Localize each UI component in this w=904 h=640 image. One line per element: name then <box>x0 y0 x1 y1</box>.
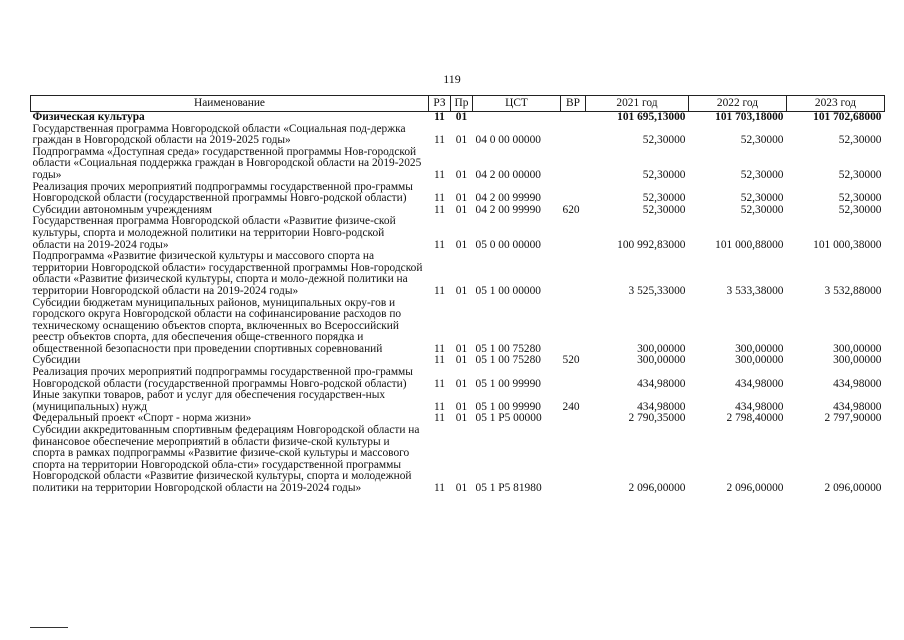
row-name: Иные закупки товаров, работ и услуг для обеспечения государствен-ных (муниципальных) нужд <box>32 389 386 413</box>
row-cst: 04 2 00 99990 <box>475 203 541 216</box>
row-vr <box>561 112 586 124</box>
row-vr: 620 <box>562 203 580 216</box>
row-vr <box>561 413 586 425</box>
row-rz: 11 <box>434 134 445 147</box>
row-cst: 05 1 00 99990 <box>475 400 541 413</box>
row-vr <box>561 182 586 205</box>
row-cst: 05 1 00 00000 <box>475 284 541 297</box>
row-2022: 101 703,18000 <box>715 111 784 123</box>
row-2023: 300,00000 <box>833 354 882 367</box>
row-cst: 04 2 00 00000 <box>475 168 541 181</box>
row-name: Субсидии бюджетам муниципальных районов, муниципальных окру-гов и городского округа Новгородской области на софинансирование расходов по техническому оснащению объектов спорта, включенных во Всероссийский реестр объектов спорта, для обеспечения обще-ственного порядка и общественной безопасности при проведении спортивных соревнований <box>32 296 402 355</box>
row-name: Реализация прочих мероприятий подпрограммы государственной про-граммы Новгородской области (государственной программы Новго-родской области) <box>32 366 413 390</box>
row-rz: 11 <box>434 203 445 216</box>
row-cst <box>473 112 561 124</box>
row-2021: 101 695,13000 <box>617 111 686 123</box>
row-2023: 3 532,88000 <box>824 284 882 297</box>
row-2021: 100 992,83000 <box>617 238 686 251</box>
row-2023: 52,30000 <box>838 134 882 147</box>
row-2023: 101 000,38000 <box>813 238 882 251</box>
row-2023: 434,98000 <box>833 377 882 390</box>
row-name: Субсидии <box>32 354 81 367</box>
row-2022: 52,30000 <box>740 203 784 216</box>
row-2021: 52,30000 <box>642 134 686 147</box>
row-cst: 05 0 00 00000 <box>475 238 541 251</box>
budget-table <box>30 95 885 495</box>
header-name: Наименование <box>31 96 429 112</box>
row-2021: 52,30000 <box>642 203 686 216</box>
table-row <box>31 298 885 356</box>
row-2021: 2 096,00000 <box>628 482 686 494</box>
table-row <box>31 216 885 251</box>
row-rz: 11 <box>434 400 445 413</box>
row-2022: 52,30000 <box>740 134 784 147</box>
row-pr: 01 <box>455 412 468 425</box>
header-cst: ЦСТ <box>473 96 561 112</box>
row-name: Федеральный проект «Спорт - норма жизни» <box>32 412 252 425</box>
row-vr <box>561 251 586 297</box>
row-name: Физическая культура <box>32 111 145 123</box>
row-rz: 11 <box>434 482 445 494</box>
row-2021: 300,00000 <box>637 342 686 355</box>
row-cst: 05 1 00 75280 <box>475 354 541 367</box>
row-pr: 01 <box>455 238 468 251</box>
row-2023: 52,30000 <box>838 192 882 205</box>
row-pr: 01 <box>455 354 468 367</box>
row-pr: 01 <box>455 482 468 494</box>
row-2023: 2 797,90000 <box>824 412 882 425</box>
row-2022: 101 000,88000 <box>715 238 784 251</box>
table-row <box>31 112 885 124</box>
row-2022: 300,00000 <box>735 342 784 355</box>
row-2022: 434,98000 <box>735 377 784 390</box>
row-cst: 04 2 00 99990 <box>475 192 541 205</box>
row-2021: 434,98000 <box>637 377 686 390</box>
table-body <box>31 112 885 495</box>
row-name: Субсидии аккредитованным спортивным федерациям Новгородской области на финансовое обеспечение мероприятий в области физиче-ской культуры и спорта в рамках подпрограммы «Развитие физиче-ской культуры и массового спорта на территории Новгородской обла-сти» государственной программы Новгородской области «Развитие физической культуры, спорта и молодежной политики на территории Новгородской области на 2019-2024 годы» <box>32 424 420 494</box>
row-2022: 434,98000 <box>735 400 784 413</box>
row-pr: 01 <box>455 168 468 181</box>
row-vr: 520 <box>562 354 580 367</box>
row-rz: 11 <box>434 377 445 390</box>
header-rz: РЗ <box>429 96 451 112</box>
row-2023: 101 702,68000 <box>813 111 882 123</box>
row-name: Реализация прочих мероприятий подпрограммы государственной про-граммы Новгородской области (государственной программы Новго-родской области) <box>32 180 413 205</box>
table-row <box>31 182 885 205</box>
row-2022: 2 096,00000 <box>726 482 784 494</box>
row-rz: 11 <box>434 238 445 251</box>
row-name: Государственная программа Новгородской области «Социальная под-держка граждан в Новгородской области на 2019-2025 годы» <box>32 122 406 147</box>
row-rz: 11 <box>434 168 445 181</box>
row-2021: 2 790,35000 <box>628 412 686 425</box>
row-2021: 52,30000 <box>642 192 686 205</box>
row-vr: 240 <box>562 400 580 413</box>
row-rz: 11 <box>434 192 445 205</box>
row-cst: 05 1 00 75280 <box>475 342 541 355</box>
row-pr: 01 <box>455 134 468 147</box>
row-2023: 300,00000 <box>833 342 882 355</box>
row-2022: 52,30000 <box>740 192 784 205</box>
row-2023: 52,30000 <box>838 203 882 216</box>
row-pr: 01 <box>455 203 468 216</box>
row-vr <box>561 425 586 495</box>
table-row <box>31 425 885 495</box>
row-2023: 52,30000 <box>838 168 882 181</box>
header-2022: 2022 год <box>689 96 787 112</box>
row-vr <box>561 216 586 251</box>
table-row <box>31 251 885 297</box>
row-pr: 01 <box>455 342 468 355</box>
table-header <box>31 96 885 112</box>
row-rz: 11 <box>434 354 445 367</box>
row-pr: 01 <box>455 284 468 297</box>
header-pr: Пр <box>451 96 473 112</box>
row-name: Субсидии автономным учреждениям <box>32 203 212 216</box>
row-vr <box>561 124 586 147</box>
row-2021: 52,30000 <box>642 168 686 181</box>
row-2021: 3 525,33000 <box>628 284 686 297</box>
row-cst: 05 1 P5 81980 <box>475 482 542 494</box>
row-cst: 04 0 00 00000 <box>475 134 541 147</box>
row-2022: 2 798,40000 <box>726 412 784 425</box>
footer-divider <box>30 627 68 628</box>
row-vr <box>561 367 586 390</box>
header-vr: ВР <box>561 96 586 112</box>
row-rz: 11 <box>434 111 445 123</box>
row-2021: 300,00000 <box>637 354 686 367</box>
row-vr <box>561 298 586 356</box>
table-row <box>31 147 885 182</box>
row-rz: 11 <box>434 412 445 425</box>
table-row <box>31 367 885 390</box>
row-2022: 52,30000 <box>740 168 784 181</box>
row-2021: 434,98000 <box>637 400 686 413</box>
row-pr: 01 <box>455 377 468 390</box>
row-2023: 434,98000 <box>833 400 882 413</box>
row-name: Государственная программа Новгородской области «Развитие физиче-ской культуры, спорта и молодежной политики на территории Новго-родской области на 2019-2024 годы» <box>32 215 396 251</box>
row-pr: 01 <box>455 111 468 123</box>
row-2023: 2 096,00000 <box>824 482 882 494</box>
row-vr <box>561 147 586 182</box>
row-name: Подпрограмма «Развитие физической культуры и массового спорта на территории Новгородской области» государственной программы Нов-городской области «Развитие физической культуры, спорта и моло-дежной политики на территории Новгородской области на 2019-2024 годы» <box>32 250 423 297</box>
header-2021: 2021 год <box>586 96 689 112</box>
row-pr: 01 <box>455 192 468 205</box>
row-cst: 05 1 00 99990 <box>475 377 541 390</box>
page-number: 119 <box>443 72 461 86</box>
header-row <box>31 96 885 112</box>
table-row <box>31 124 885 147</box>
row-rz: 11 <box>434 284 445 297</box>
row-2022: 3 533,38000 <box>726 284 784 297</box>
row-name: Подпрограмма «Доступная среда» государственной программы Нов-городской области «Социальная поддержка граждан в Новгородской области на 2019-2025 годы» <box>32 145 422 181</box>
table-row <box>31 390 885 413</box>
row-pr: 01 <box>455 400 468 413</box>
header-2023: 2023 год <box>787 96 885 112</box>
row-2022: 300,00000 <box>735 354 784 367</box>
row-rz: 11 <box>434 342 445 355</box>
row-cst: 05 1 P5 00000 <box>475 412 542 425</box>
